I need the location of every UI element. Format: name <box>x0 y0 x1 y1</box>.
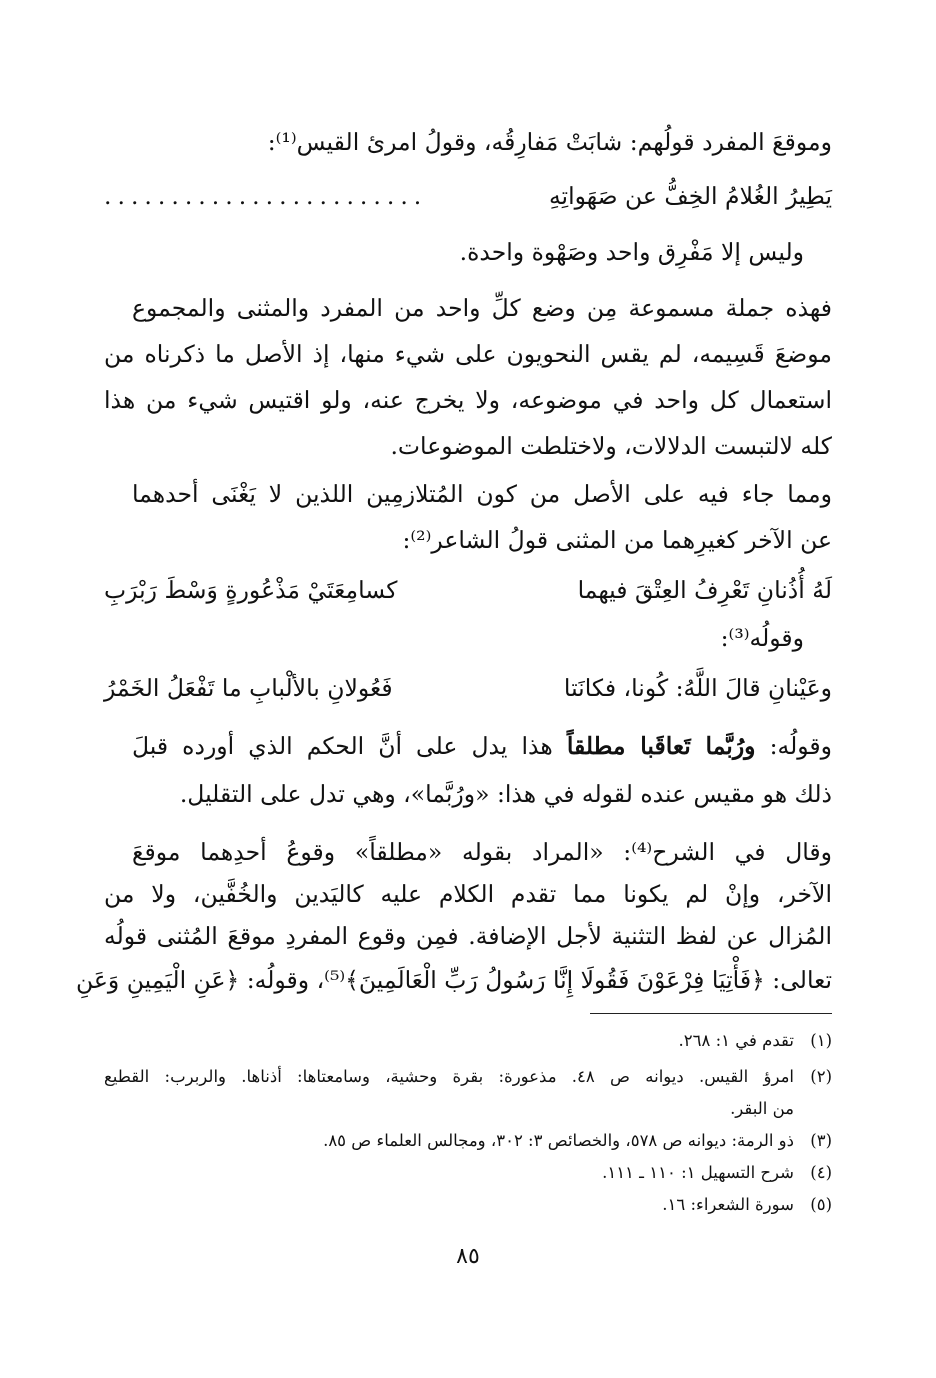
page-number: ٨٥ <box>456 1244 480 1269</box>
footnote-separator <box>590 1013 832 1014</box>
verse-3-second-hemistich: فَعُولانِ بالألْبابِ ما تَفْعَلُ الخَمْرُ <box>104 674 393 702</box>
footnote-2 <box>104 1064 832 1090</box>
text-line-8: ومما جاء فيه على الأصل من كون المُتلازمِين اللذين لا يَغْنَى أحدهما <box>132 480 832 508</box>
footnote-text: شرح التسهيل ١: ١١٠ ـ ١١١. <box>602 1163 794 1182</box>
text-line-4: فهذه جملة مسموعة مِن وضع كلِّ واحد من المفرد والمثنى والمجموع <box>132 294 832 322</box>
footnote-number: (٢) <box>810 1067 832 1086</box>
footnote-3 <box>104 1128 832 1154</box>
text-line-5: موضعَ قَسِيمه، لم يقس النحويون على شيء منها، إذ الأصل ما ذكرناه من <box>104 340 832 368</box>
footnote-4 <box>104 1160 832 1186</box>
footnote-text: ذو الرمة: ديوانه ص ٥٧٨، والخصائص ٣: ٣٠٢، ومجالس العلماء ص ٨٥. <box>323 1131 794 1150</box>
footnote-number: (٣) <box>810 1131 832 1150</box>
footnote-text: سورة الشعراء: ١٦. <box>662 1195 794 1214</box>
verse-3 <box>104 664 832 712</box>
footnote-number: (٤) <box>810 1163 832 1182</box>
verse-1 <box>104 172 832 220</box>
footnote-number: (٥) <box>810 1195 832 1214</box>
text-line-11: وقولُه⁽³⁾: <box>720 624 804 652</box>
text-line-6: استعمال كل واحد في موضوعه، ولا يخرج عنه، ولو اقتيس شيء من هذا <box>104 386 832 414</box>
quoted-phrase: ورُبَّما تَعاقَبا مطلقاً <box>566 732 756 760</box>
text-line-13-rest: هذا يدل على أنَّ الحكم الذي أورده قبلَ <box>132 732 553 760</box>
verse-2-second-hemistich: كسامِعَتَيْ مَذْعُورةٍ وَسْطَ رَبْرَبِ <box>104 576 398 604</box>
text-line-16: الآخر، وإنْ لم يكونا مما تقدم الكلام عليه كاليَدين والخُفَّين، ولا من <box>104 880 832 908</box>
verse-2 <box>104 566 832 614</box>
footnote-1 <box>104 1028 832 1054</box>
text-line-1: وموقعَ المفرد قولُهم: شابَتْ مَفارِقُه، وقولُ امرئ القيس⁽¹⁾: <box>267 128 832 156</box>
footnote-2-continuation: من البقر. <box>730 1099 794 1118</box>
text-line-3: وليس إلا مَفْرِق واحد وصَهْوة واحدة. <box>459 238 804 266</box>
footnote-number: (١) <box>810 1031 832 1050</box>
verse-1-first-hemistich: يَطِيرُ الغُلامُ الخِفُّ عن صَهَواتِهِ <box>548 182 832 210</box>
footnote-text: تقدم في ١: ٢٦٨. <box>678 1031 794 1050</box>
text-line-14: ذلك هو مقيس عنده لقوله في هذا: «ورُبَّما»، وهي تدل على التقليل. <box>179 780 832 808</box>
text-line-18: تعالى: ﴿فَأْتِيَا فِرْعَوْنَ فَقُولَا إِنَّا رَسُولُ رَبِّ الْعَالَمِينَ﴾⁽⁵⁾، وقولُه: ﴿عَنِ الْيَمِينِ وَعَنِ <box>76 966 832 994</box>
text-line-17: المُزال عن لفظ التثنية لأجل الإضافة. فمِن وقوع المفردِ موقعَ المُثنى قولُه <box>104 922 832 950</box>
text-line-13-lead: وقولُه: <box>769 732 832 760</box>
text-line-13 <box>132 722 832 770</box>
text-line-7: كله لالتبست الدلالات، ولاختلطت الموضوعات. <box>390 432 832 460</box>
verse-2-first-hemistich: لَهُ أُذُنانِ تَعْرِفُ العِتْقَ فيهما <box>577 576 832 604</box>
footnote-5 <box>104 1192 832 1218</box>
footnote-text: امرؤ القيس. ديوانه ص ٤٨. مذعورة: بقرة وحشية، وسامعتاها: أذناها. والربرب: القطيع <box>104 1067 794 1086</box>
verse-3-first-hemistich: وعَيْنانِ قالَ اللَّهُ: كُونا، فكانَتا <box>563 674 832 702</box>
text-line-9: عن الآخر كغيرِهما من المثنى قولُ الشاعر⁽²⁾: <box>402 526 832 554</box>
verse-1-ellipsis: ........................ <box>104 182 428 210</box>
text-line-15: وقال في الشرح⁽⁴⁾: «المراد بقوله «مطلقاً» وقوعُ أحدِهما موقعَ <box>132 838 833 866</box>
